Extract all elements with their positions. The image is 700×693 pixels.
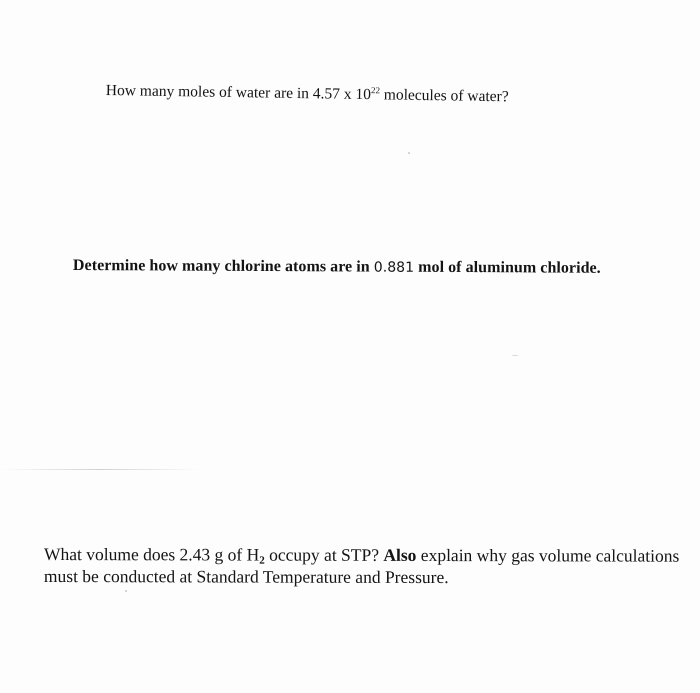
question-gas-volume (44, 543, 684, 589)
question-chlorine-atoms (73, 257, 601, 278)
question-text: Determine how many chlorine atoms are in (72, 257, 374, 276)
question-text-middle: occupy at STP? (264, 544, 384, 565)
exponent: 22 (370, 85, 381, 96)
question-text-end: explain why gas volume calculations must be conducted at Standard Temperature and Pressure. (43, 544, 680, 588)
question-moles-of-water (106, 82, 509, 106)
subscript: 2 (259, 554, 265, 567)
scan-speck (125, 590, 127, 592)
scan-artifact-line (0, 469, 200, 470)
question-text-end: mol of aluminum chloride. (414, 258, 601, 277)
question-text: How many moles of water are in 4.57 x 10 (105, 82, 372, 104)
quantity-value: 0.881 (373, 259, 415, 276)
scan-speck (512, 355, 518, 356)
emphasis-text: Also (383, 544, 417, 565)
question-text: What volume does 2.43 g of H (43, 544, 260, 565)
scan-speck (408, 152, 410, 154)
question-text-end: molecules of water? (379, 86, 509, 106)
